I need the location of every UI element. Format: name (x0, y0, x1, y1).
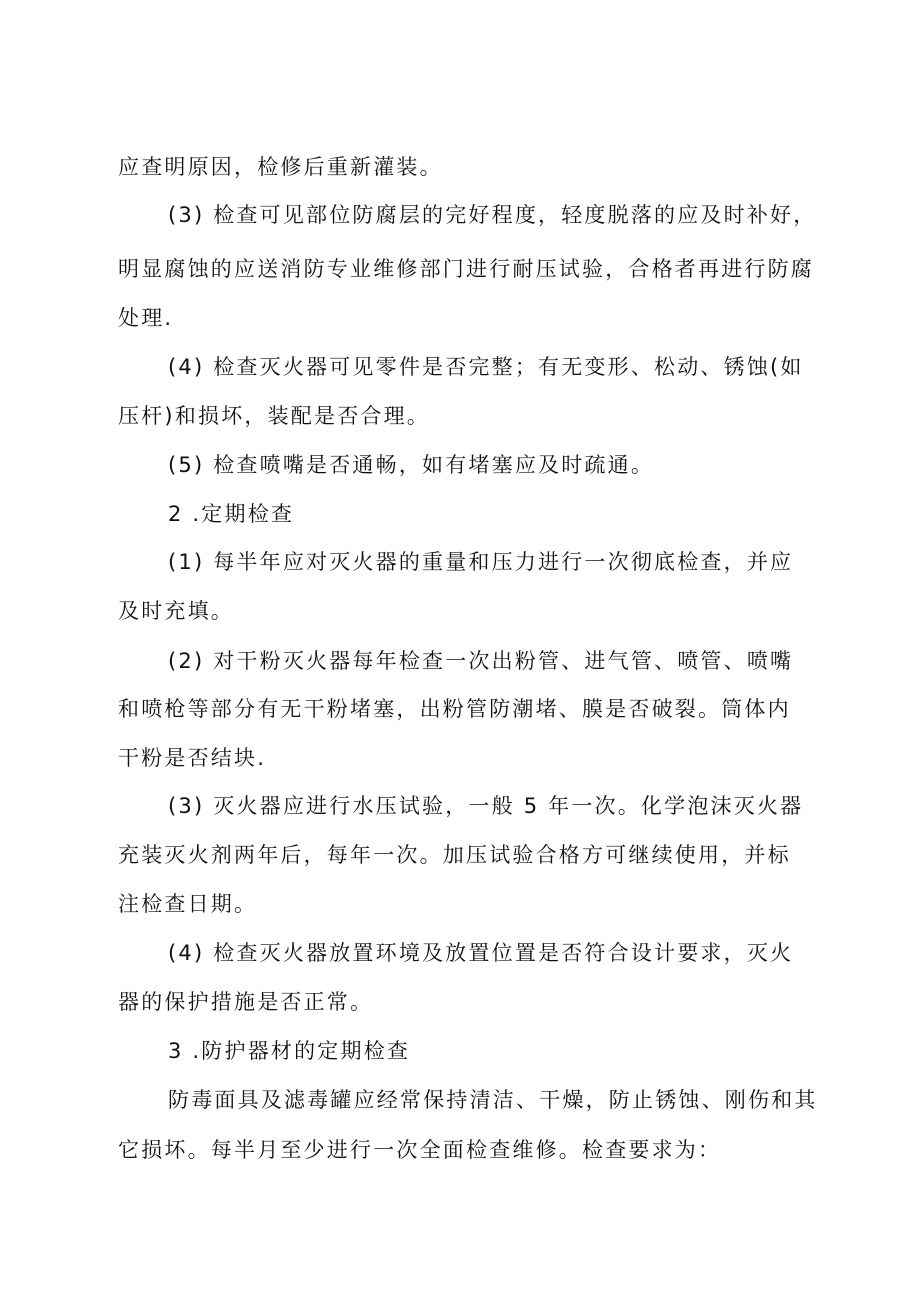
text-line: 充装灭火剂两年后，每年一次。加压试验合格方可继续使用，并标 (118, 843, 791, 867)
text-line: 它损坏。每半月至少进行一次全面检查维修。检查要求为： (118, 1138, 722, 1162)
text-line: 防毒面具及滤毒罐应经常保持清洁、干燥，防止锈蚀、刚伤和其 (168, 1088, 818, 1112)
text-line: 注检查日期。 (118, 892, 258, 916)
text-line: (1) 每半年应对灭火器的重量和压力进行一次彻底检查，并应 (168, 550, 794, 574)
text-line: 和喷枪等部分有无干粉堵塞，出粉管防潮堵、膜是否破裂。筒体内 (118, 697, 791, 721)
section-heading: 3 .防护器材的定期检查 (168, 1039, 411, 1063)
text-line: (3) 灭火器应进行水压试验，一般 5 年一次。化学泡沫灭火器 (168, 794, 804, 818)
text-line: 及时充填。 (118, 599, 234, 623)
text-line: (4) 检查灭火器可见零件是否完整；有无变形、松动、锈蚀(如 (168, 355, 804, 379)
text-line: (4) 检查灭火器放置环境及放置位置是否符合设计要求，灭火 (168, 941, 794, 965)
text-line: 应查明原因，检修后重新灌装。 (118, 155, 443, 179)
text-line: 压杆)和损坏，装配是否合理。 (118, 404, 430, 428)
text-line: (2) 对干粉灭火器每年检查一次出粉管、进气管、喷管、喷嘴 (168, 649, 794, 673)
text-line: (5) 检查喷嘴是否通畅，如有堵塞应及时疏通。 (168, 453, 655, 477)
text-line: (3) 检查可见部位防腐层的完好程度，轻度脱落的应及时补好， (168, 203, 817, 227)
text-line: 处理. (118, 306, 174, 330)
text-line: 明显腐蚀的应送消防专业维修部门进行耐压试验，合格者再进行防腐 (118, 257, 814, 281)
text-line: 器的保护措施是否正常。 (118, 990, 374, 1014)
section-heading: 2 .定期检查 (168, 502, 295, 526)
text-line: 干粉是否结块. (118, 746, 267, 770)
